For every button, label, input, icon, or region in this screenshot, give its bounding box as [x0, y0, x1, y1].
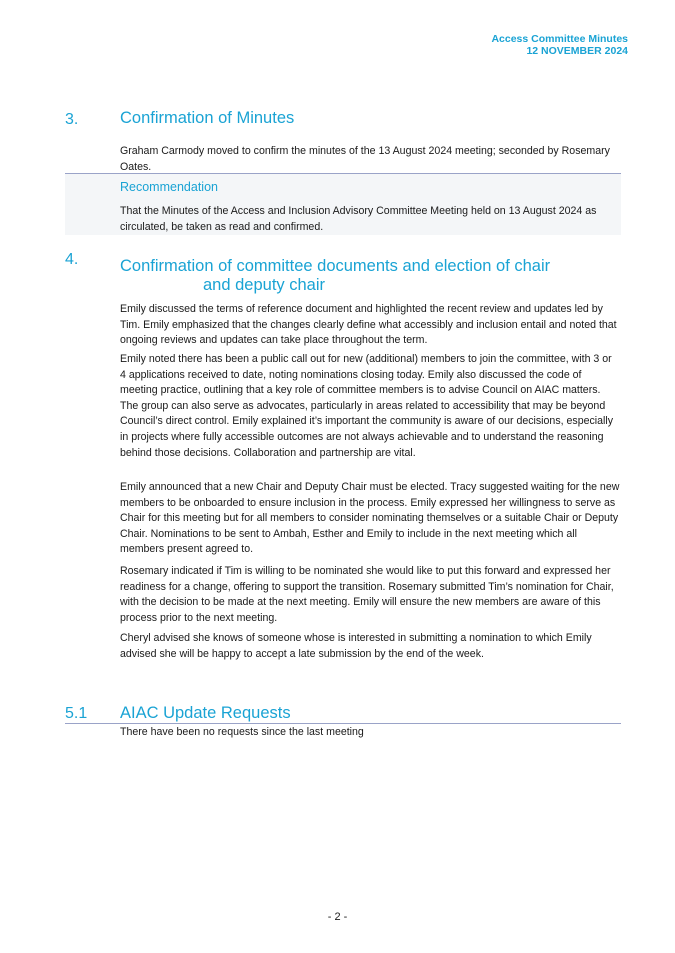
section-3-title: Confirmation of Minutes: [120, 109, 295, 127]
section-5-1-divider: [65, 723, 621, 724]
document-header: [491, 33, 628, 57]
section-4-paragraph: Emily discussed the terms of reference document and highlighted the recent review and updates led by Tim. Emily emphasized that the changes clearly define what accessibly and inclusion entail and noted that ongoing reviews and updates can take place throughout the term.: [120, 303, 617, 347]
page-number: - 2 -: [327, 911, 348, 923]
section-3-intro: Graham Carmody moved to confirm the minutes of the 13 August 2024 meeting; seconded by Rosemary Oates.: [120, 145, 610, 173]
section-3-number: 3.: [65, 111, 79, 128]
recommendation-label: Recommendation: [120, 180, 218, 194]
section-4-number: 4.: [65, 251, 79, 268]
section-4-paragraph: Emily announced that a new Chair and Deputy Chair must be elected. Tracy suggested waiting for the new members to be onboarded to ensure inclusion in the process. Emily expressed her willingness to serve as Chair for this meeting but for all members to consider nominating themselves or a suitable Chair or Deputy Chair. Nominations to be sent to Ambah, Esther and Emily to include in the next meeting which all members present agreed to.: [120, 481, 620, 556]
section-4-paragraph: Rosemary indicated if Tim is willing to be nominated she would like to put this forward and expressed her readiness for a change, offering to support the transition. Rosemary submitted Tim’s nomination for Chair, with the decision to be made at the next meeting. Emily will ensure the new members are aware of this process prior to the next meeting.: [120, 565, 614, 624]
recommendation-divider: [65, 173, 621, 174]
section-5-1-text: There have been no requests since the last meeting: [120, 726, 364, 738]
section-5-1-title: AIAC Update Requests: [120, 704, 291, 722]
header-date: 12 NOVEMBER 2024: [526, 45, 628, 57]
section-5-1-number: 5.1: [65, 705, 88, 722]
section-4-paragraph: Cheryl advised she knows of someone whose is interested in submitting a nomination to which Emily advised she will be happy to accept a late submission by the end of the week.: [120, 632, 592, 660]
section-4-title-line1: Confirmation of committee documents and election of chair: [120, 257, 551, 275]
header-title: Access Committee Minutes: [491, 33, 628, 45]
section-4-paragraph: Emily noted there has been a public call out for new (additional) members to join the committee, with 3 or 4 applications received to date, noting nominations closing today. Emily also discussed the code of meeting practice, outlining that a key role of committee members is to advise Council on AIAC matters. The group can also serve as advocates, particularly in areas related to accessibility that may be beyond Council’s direct control. Emily explained it’s important the community is aware of our decisions, especially in projects where fully accessible outcomes are not always achievable and to understand the reasoning behind those decisions. Collaboration and partnership are vital.: [120, 353, 614, 459]
recommendation-text: That the Minutes of the Access and Inclusion Advisory Committee Meeting held on 13 August 2024 as circulated, be taken as read and confirmed.: [120, 205, 597, 233]
section-4-title-line2: and deputy chair: [203, 276, 326, 294]
